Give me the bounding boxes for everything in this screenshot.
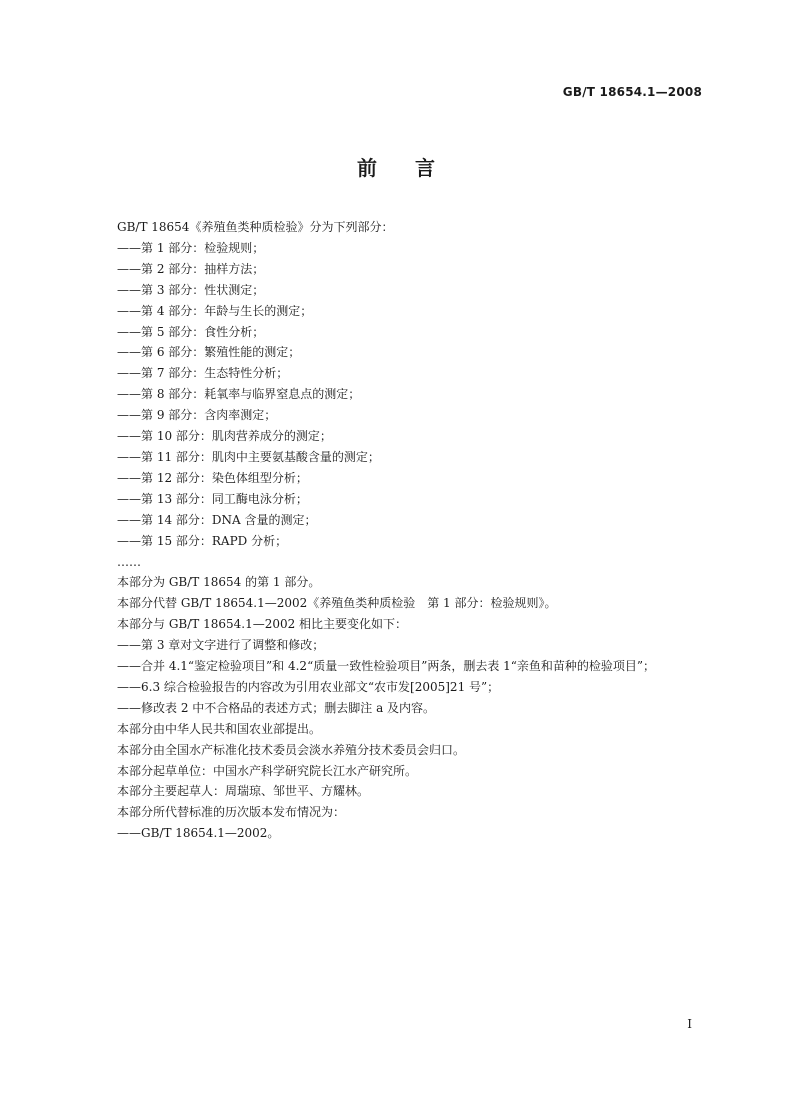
page-title: 前言 xyxy=(357,156,473,180)
part-list-item: ——第 5 部分：食性分析； xyxy=(117,324,265,339)
part-list-item: ——第 12 部分：染色体组型分析； xyxy=(117,470,308,485)
change-list-item: ——合并 4.1“鉴定检验项目”和 4.2“质量一致性检验项目”两条，删去表 1“亲鱼和苗种的检验项目”； xyxy=(117,659,656,674)
history-list-item: ——GB/T 18654.1—2002。 xyxy=(117,826,280,841)
paragraph: 本部分所代替标准的历次版本发布情况为： xyxy=(117,805,346,820)
paragraph: 本部分主要起草人：周瑞琼、邹世平、方耀林。 xyxy=(117,784,370,799)
part-list-item: ——第 1 部分：检验规则； xyxy=(117,240,265,255)
paragraph: 本部分由中华人民共和国农业部提出。 xyxy=(117,721,322,736)
paragraph: 本部分代替 GB/T 18654.1—2002《养殖鱼类种质检验 第 1 部分：检验规则》。 xyxy=(117,596,557,611)
standard-code: GB/T 18654.1—2008 xyxy=(562,85,702,99)
intro-line: GB/T 18654《养殖鱼类种质检验》分为下列部分： xyxy=(117,220,394,234)
part-list-item: ——第 3 部分：性状测定； xyxy=(117,282,265,297)
page-number: I xyxy=(687,1017,692,1031)
part-list-item: ——第 14 部分：DNA 含量的测定； xyxy=(117,512,317,527)
part-list-item: ——第 15 部分：RAPD 分析； xyxy=(117,533,288,548)
part-list-item: ——第 7 部分：生态特性分析； xyxy=(117,366,289,381)
part-list-item: ——第 2 部分：抽样方法； xyxy=(117,261,265,276)
part-list-item: ——第 10 部分：肌肉营养成分的测定； xyxy=(117,429,332,444)
foreword-body xyxy=(117,217,707,844)
part-list-item: ——第 11 部分：肌肉中主要氨基酸含量的测定； xyxy=(117,449,380,464)
change-list-item: ——第 3 章对文字进行了调整和修改； xyxy=(117,638,325,653)
paragraph: 本部分起草单位：中国水产科学研究院长江水产研究所。 xyxy=(117,763,418,778)
paragraph: 本部分为 GB/T 18654 的第 1 部分。 xyxy=(117,575,321,590)
change-list-item: ——修改表 2 中不合格品的表述方式；删去脚注 a 及内容。 xyxy=(117,700,436,715)
part-list-item: ——第 8 部分：耗氧率与临界窒息点的测定； xyxy=(117,387,361,402)
paragraph: 本部分与 GB/T 18654.1—2002 相比主要变化如下： xyxy=(117,617,408,632)
change-list-item: ——6.3 综合检验报告的内容改为引用农业部文“农市发[2005]21 号”； xyxy=(117,679,500,694)
ellipsis-line: …… xyxy=(117,554,141,569)
part-list-item: ——第 9 部分：含肉率测定； xyxy=(117,408,277,423)
part-list-item: ——第 13 部分：同工酶电泳分析； xyxy=(117,491,308,506)
paragraph: 本部分由全国水产标准化技术委员会淡水养殖分技术委员会归口。 xyxy=(117,742,466,757)
part-list-item: ——第 6 部分：繁殖性能的测定； xyxy=(117,345,301,360)
part-list-item: ——第 4 部分：年龄与生长的测定； xyxy=(117,303,313,318)
